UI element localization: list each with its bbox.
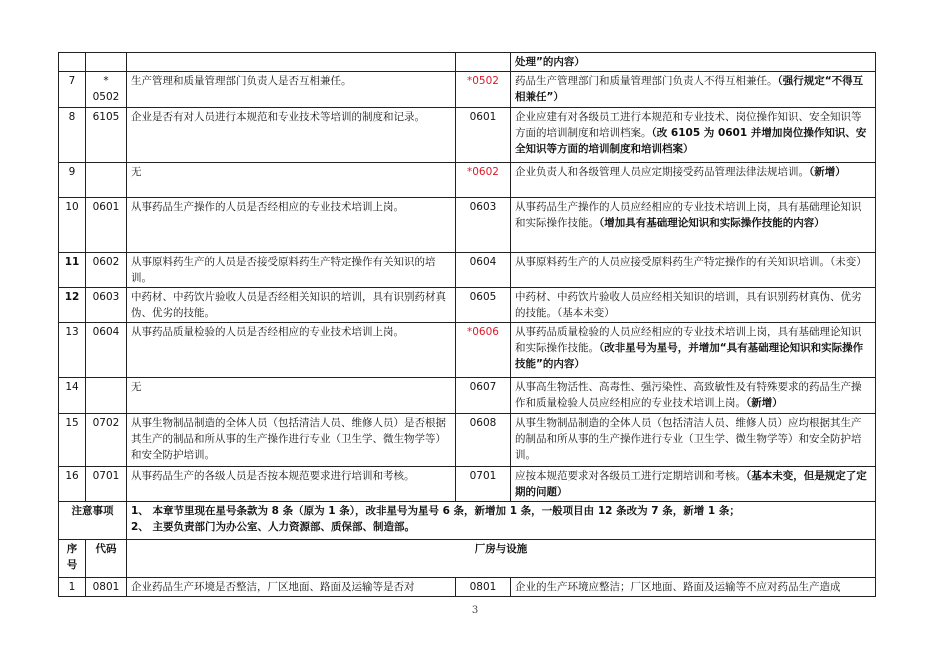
new-code: 0603 <box>456 198 511 253</box>
row-number: 11 <box>59 253 86 288</box>
row-number: 1 <box>59 578 86 597</box>
table-row <box>59 288 876 323</box>
old-code: * 0502 <box>86 72 127 108</box>
old-code: 0603 <box>86 288 127 323</box>
old-clause: 企业药品生产环境是否整洁，厂区地面、路面及运输等是否对 <box>127 578 456 597</box>
row-number: 16 <box>59 467 86 502</box>
new-clause: 从事药品质量检验的人员应经相应的专业技术培训上岗，具有基础理论知识和实际操作技能。（改非星号为星号，并增加“具有基础理论知识和实际操作技能”的内容） <box>511 323 876 378</box>
row-number: 10 <box>59 198 86 253</box>
new-code: *0602 <box>456 163 511 198</box>
gmp-comparison-table <box>58 52 876 597</box>
new-code: 0608 <box>456 414 511 467</box>
row-number: 9 <box>59 163 86 198</box>
table-row <box>59 253 876 288</box>
new-code: 0701 <box>456 467 511 502</box>
old-clause: 无 <box>127 378 456 414</box>
new-clause: 企业负责人和各级管理人员应定期接受药品管理法律法规培训。（新增） <box>511 163 876 198</box>
old-code: 0602 <box>86 253 127 288</box>
old-code <box>86 53 127 72</box>
row-number <box>59 53 86 72</box>
old-code: 0702 <box>86 414 127 467</box>
new-clause: 企业应建有对各级员工进行本规范和专业技术、岗位操作知识、安全知识等方面的培训制度和培训档案。（改 6105 为 0601 并增加岗位操作知识、安全知识等方面的培训制度和培训档案） <box>511 108 876 163</box>
new-clause: 中药材、中药饮片验收人员应经相关知识的培训，具有识别药材真伪、优劣的技能。（基本未变） <box>511 288 876 323</box>
old-clause: 企业是否有对人员进行本规范和专业技术等培训的制度和记录。 <box>127 108 456 163</box>
notes-line-2: 2、 主要负责部门为办公室、人力资源部、质保部、制造部。 <box>131 521 415 533</box>
old-clause: 中药材、中药饮片验收人员是否经相关知识的培训，具有识别药材真伪、优劣的技能。 <box>127 288 456 323</box>
new-code: *0606 <box>456 323 511 378</box>
new-clause: 从事高生物活性、高毒性、强污染性、高致敏性及有特殊要求的药品生产操作和质量检验人员应经相应的专业技术培训上岗。（新增） <box>511 378 876 414</box>
new-clause: 处理”的内容） <box>511 53 876 72</box>
row-number: 8 <box>59 108 86 163</box>
row-number: 7 <box>59 72 86 108</box>
notes-line-1: 1、 本章节里现在星号条款为 8 条（原为 1 条），改非星号为星号 6 条，新增加 1 条，一般项目由 12 条改为 7 条，新增 1 条； <box>131 505 740 517</box>
old-code: 0604 <box>86 323 127 378</box>
notes-content <box>127 502 876 540</box>
old-clause: 从事药品生产的各级人员是否按本规范要求进行培训和考核。 <box>127 467 456 502</box>
table-row <box>59 578 876 597</box>
table-row <box>59 323 876 378</box>
new-code: 0604 <box>456 253 511 288</box>
new-clause: 从事原料药生产的人员应接受原料药生产特定操作的有关知识培训。（未变） <box>511 253 876 288</box>
new-clause: 企业的生产环境应整洁；厂区地面、路面及运输等不应对药品生产造成 <box>511 578 876 597</box>
old-clause: 从事药品质量检验的人员是否经相应的专业技术培训上岗。 <box>127 323 456 378</box>
notes-label: 注意事项 <box>59 502 127 540</box>
old-code: 0801 <box>86 578 127 597</box>
old-clause <box>127 53 456 72</box>
old-clause: 从事原料药生产的人员是否接受原料药生产特定操作有关知识的培训。 <box>127 253 456 288</box>
new-code: 0605 <box>456 288 511 323</box>
new-clause: 从事生物制品制造的全体人员（包括清洁人员、维修人员）应均根据其生产的制品和所从事的生产操作进行专业（卫生学、微生物学等）和安全防护培训。 <box>511 414 876 467</box>
old-code: 0601 <box>86 198 127 253</box>
row-number: 15 <box>59 414 86 467</box>
table-row <box>59 378 876 414</box>
section-title: 厂房与设施 <box>127 540 876 578</box>
row-number: 14 <box>59 378 86 414</box>
table-row <box>59 53 876 72</box>
new-code: 0801 <box>456 578 511 597</box>
old-code <box>86 378 127 414</box>
row-number: 13 <box>59 323 86 378</box>
old-clause: 无 <box>127 163 456 198</box>
old-code: 0701 <box>86 467 127 502</box>
new-clause: 从事药品生产操作的人员应经相应的专业技术培训上岗，具有基础理论知识和实际操作技能。（增加具有基础理论知识和实际操作技能的内容） <box>511 198 876 253</box>
page-number: 3 <box>471 605 479 616</box>
table-row <box>59 414 876 467</box>
section-header-row <box>59 540 876 578</box>
old-clause: 从事生物制品制造的全体人员（包括清洁人员、维修人员）是否根据其生产的制品和所从事的生产操作进行专业（卫生学、微生物学等）和安全防护培训。 <box>127 414 456 467</box>
new-clause: 药品生产管理部门和质量管理部门负责人不得互相兼任。（强行规定“不得互相兼任”） <box>511 72 876 108</box>
table-row <box>59 163 876 198</box>
old-clause: 从事药品生产操作的人员是否经相应的专业技术培训上岗。 <box>127 198 456 253</box>
old-clause: 生产管理和质量管理部门负责人是否互相兼任。 <box>127 72 456 108</box>
table-row <box>59 72 876 108</box>
seq-header: 序号 <box>59 540 86 578</box>
new-code: 0601 <box>456 108 511 163</box>
new-code: 0607 <box>456 378 511 414</box>
notes-row <box>59 502 876 540</box>
table-row <box>59 108 876 163</box>
new-clause: 应按本规范要求对各级员工进行定期培训和考核。（基本未变，但是规定了定期的问题） <box>511 467 876 502</box>
code-header: 代码 <box>86 540 127 578</box>
row-number: 12 <box>59 288 86 323</box>
old-code <box>86 163 127 198</box>
table-row <box>59 467 876 502</box>
new-code: *0502 <box>456 72 511 108</box>
new-code <box>456 53 511 72</box>
table-row <box>59 198 876 253</box>
old-code: 6105 <box>86 108 127 163</box>
